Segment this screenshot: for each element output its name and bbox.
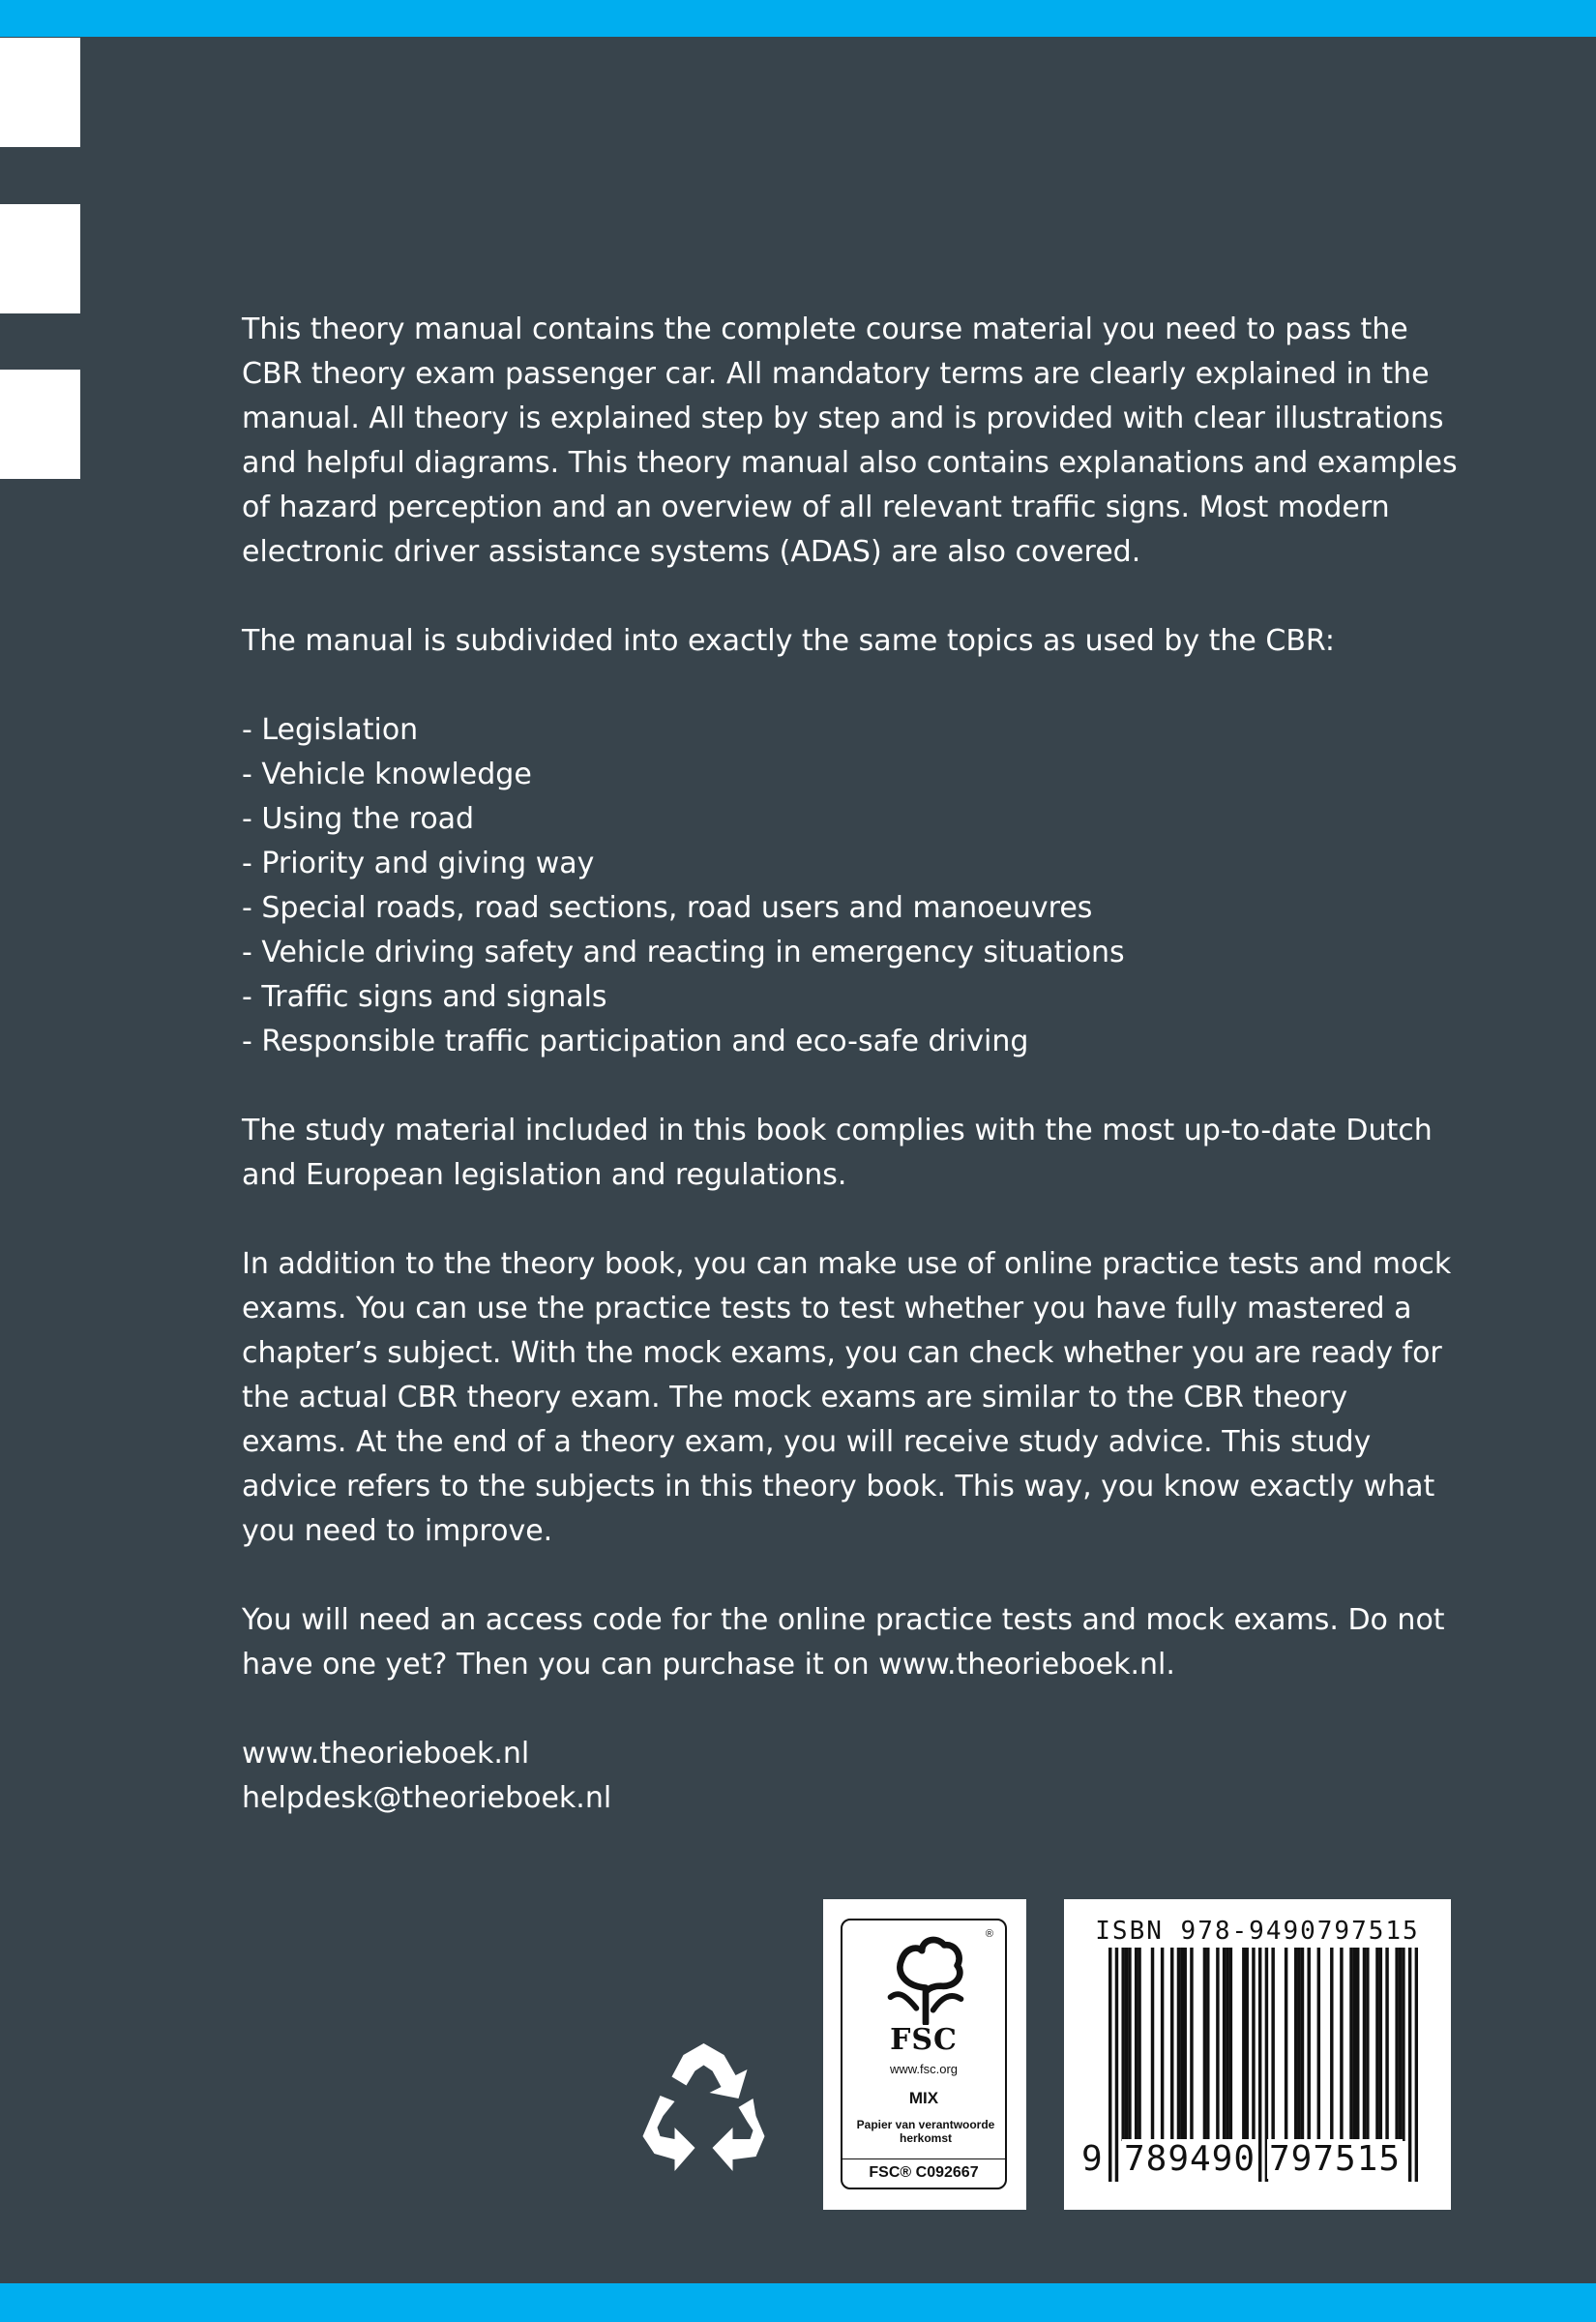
ean-right-digits: 797515 — [1268, 2139, 1402, 2179]
ean-first-digit: 9 — [1081, 2139, 1103, 2179]
barcode-bar — [1258, 1948, 1261, 2182]
fsc-brand: FSC — [890, 2023, 958, 2057]
isbn-barcode — [1064, 1899, 1451, 2210]
barcode-bar — [1353, 1948, 1356, 2141]
barcode-bar — [1402, 1948, 1404, 2141]
online-paragraph: In addition to the theory book, you can make use of online practice tests and mock exams. You can use the practice tests to test whether you have fully mastered a chapter’s subject. With the mock exams, you can check whether you are ready for the actual CBR theory exam. The mock exams are similar to the CBR theory exams. At the end of a theory exam, you will receive study advice. This study advice refers to the subjects in this theory book. This way, you know exactly what you need to improve. — [242, 1247, 1452, 1548]
list-item: - Vehicle knowledge — [242, 758, 532, 791]
barcode-bar — [1183, 1948, 1186, 2141]
side-tab-3 — [0, 370, 80, 479]
barcode-bar — [1294, 1948, 1297, 2141]
barcode-bar — [1245, 1948, 1248, 2141]
barcode-bar — [1356, 1948, 1359, 2141]
website-link[interactable]: www.theorieboek.nl — [242, 1737, 530, 1771]
fsc-tree-icon — [879, 1932, 972, 2025]
list-item: - Legislation — [242, 713, 419, 747]
barcode-bar — [1170, 1948, 1173, 2141]
barcode-bar — [1285, 1948, 1287, 2141]
topics-intro: The manual is subdivided into exactly the same topics as used by the CBR: — [242, 624, 1335, 658]
barcode-bar — [1415, 1948, 1418, 2182]
recycle-icon — [629, 2032, 779, 2177]
barcode-bar — [1115, 1948, 1118, 2182]
barcode-bar — [1399, 1948, 1402, 2141]
barcode-bar — [1203, 1948, 1206, 2141]
list-item: - Traffic signs and signals — [242, 980, 607, 1014]
list-item: - Priority and giving way — [242, 847, 595, 880]
compliance-paragraph: The study material included in this book complies with the most up-to-date Dutch and European legislation and regulations. — [242, 1114, 1433, 1192]
fsc-url: www.fsc.org — [889, 2062, 959, 2076]
fsc-code: FSC® C092667 — [869, 2164, 979, 2181]
fsc-mix: MIX — [908, 2089, 939, 2107]
access-paragraph: You will need an access code for the online practice tests and mock exams. Do not have one yet? Then you can purchase it on www.theorieboek.nl. — [242, 1603, 1445, 1682]
barcode-bar — [1223, 1948, 1226, 2141]
barcode-bar — [1340, 1948, 1343, 2141]
barcode-bar — [1385, 1948, 1388, 2141]
barcode-bar — [1229, 1948, 1232, 2141]
registered-mark: ® — [985, 1928, 993, 1940]
barcode-bar — [1395, 1948, 1398, 2141]
top-accent-band — [0, 0, 1596, 37]
barcode-bar — [1271, 1948, 1274, 2141]
list-item: - Using the road — [242, 802, 475, 836]
fsc-label-frame — [841, 1919, 1007, 2189]
barcode-bar — [1297, 1948, 1300, 2141]
barcode-bar — [1317, 1948, 1320, 2141]
barcode-bar — [1125, 1948, 1128, 2141]
barcode-bar — [1138, 1948, 1140, 2141]
bottom-accent-band — [0, 2283, 1596, 2322]
intro-paragraph: This theory manual contains the complete course material you need to pass the CBR theory exam passenger car. All mandatory terms are clearly explained in the manual. All theory is explained step by step and is provided with clear illustrations and helpful diagrams. This theory manual also contains explanations and examples of hazard perception and an overview of all relevant traffic signs. Most modern electronic driver assistance systems (ADAS) are also covered. — [242, 313, 1458, 569]
list-item: - Responsible traffic participation and eco-safe driving — [242, 1025, 1029, 1058]
barcode-bar — [1216, 1948, 1219, 2141]
side-tab-2 — [0, 204, 80, 313]
barcode-bar — [1363, 1948, 1366, 2141]
barcode-bar — [1226, 1948, 1228, 2141]
barcode-bar — [1190, 1948, 1193, 2141]
barcode-bar — [1121, 1948, 1124, 2141]
barcode-bar — [1180, 1948, 1183, 2141]
contact-block — [242, 1732, 1461, 1821]
barcode-bar — [1161, 1948, 1164, 2141]
barcode-bar — [1375, 1948, 1378, 2141]
ean-left-digits: 789490 — [1123, 2139, 1256, 2179]
barcode-bar — [1307, 1948, 1310, 2141]
side-tab-1 — [0, 38, 80, 147]
barcode-bar — [1128, 1948, 1131, 2141]
barcode-bar — [1242, 1948, 1245, 2141]
list-item: - Vehicle driving safety and reacting in emergency situations — [242, 936, 1125, 969]
barcode-bar — [1301, 1948, 1304, 2141]
fsc-label — [823, 1899, 1026, 2210]
isbn-text: ISBN 978-9490797515 — [1095, 1917, 1420, 1946]
barcode-bar — [1366, 1948, 1369, 2141]
barcode-bar — [1206, 1948, 1209, 2141]
barcode-bar — [1349, 1948, 1352, 2141]
barcode-bar — [1330, 1948, 1333, 2141]
barcode-bar — [1135, 1948, 1138, 2141]
topics-list — [242, 708, 1461, 1064]
divider — [842, 2158, 1005, 2159]
list-item: - Special roads, road sections, road users and manoeuvres — [242, 891, 1093, 925]
back-cover-text — [242, 308, 1461, 1821]
barcode-bar — [1177, 1948, 1180, 2141]
barcode-bar — [1408, 1948, 1411, 2182]
barcode-bar — [1252, 1948, 1255, 2141]
barcode-bar — [1108, 1948, 1111, 2182]
email-link[interactable]: helpdesk@theorieboek.nl — [242, 1781, 612, 1815]
barcode-bar — [1379, 1948, 1382, 2141]
barcode-bar — [1151, 1948, 1154, 2141]
fsc-claim: Papier van verantwoorde herkomst — [856, 2118, 995, 2145]
